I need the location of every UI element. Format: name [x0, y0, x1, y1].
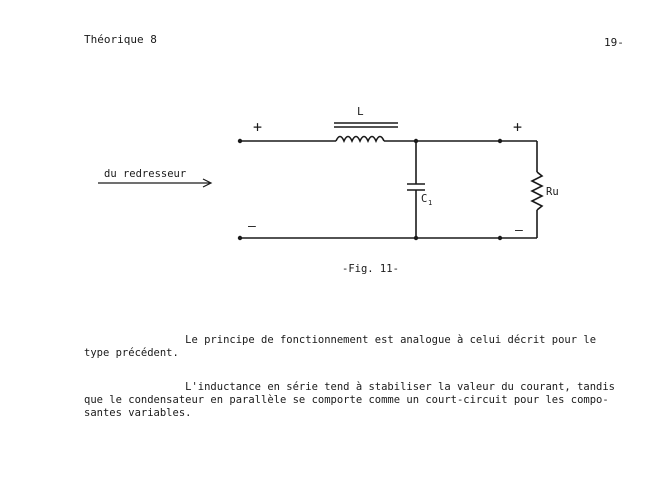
capacitor-subscript: 1	[428, 199, 433, 207]
inductor-coil	[336, 137, 384, 142]
input-terminal-bottom	[238, 236, 242, 240]
paragraph-1-line-1: Le principe de fonctionnement est analogue à celui décrit pour le	[84, 334, 597, 346]
resistor-label: Ru	[546, 186, 559, 198]
paragraph-2-line-2: que le condensateur en parallèle se comporte comme un court-circuit pour les compo-	[84, 394, 609, 406]
output-terminal-top	[498, 139, 502, 143]
paragraph-2	[84, 381, 644, 420]
paragraph-2-line-1: L'inductance en série tend à stabiliser la valeur du courant, tandis	[84, 381, 616, 393]
output-plus-sign: +	[513, 118, 523, 136]
paragraph-2-line-3: santes variables.	[84, 407, 192, 419]
inductor-label: L	[357, 105, 364, 118]
section-header: Théorique 8	[84, 33, 157, 46]
junction-bottom	[414, 236, 418, 240]
output-minus-sign: —	[515, 223, 523, 238]
figure-caption: -Fig. 11-	[342, 263, 399, 275]
input-minus-sign: —	[248, 219, 256, 234]
page-number: 19-	[604, 36, 624, 49]
input-terminal-top	[238, 139, 242, 143]
paragraph-1	[84, 334, 644, 360]
paragraph-1-line-2: type précédent.	[84, 347, 179, 359]
resistor-zigzag	[532, 172, 542, 210]
junction-top	[414, 139, 418, 143]
output-terminal-bottom	[498, 236, 502, 240]
capacitor-label: C	[421, 193, 428, 205]
input-plus-sign: +	[253, 118, 263, 136]
input-label: du redresseur	[104, 168, 187, 180]
